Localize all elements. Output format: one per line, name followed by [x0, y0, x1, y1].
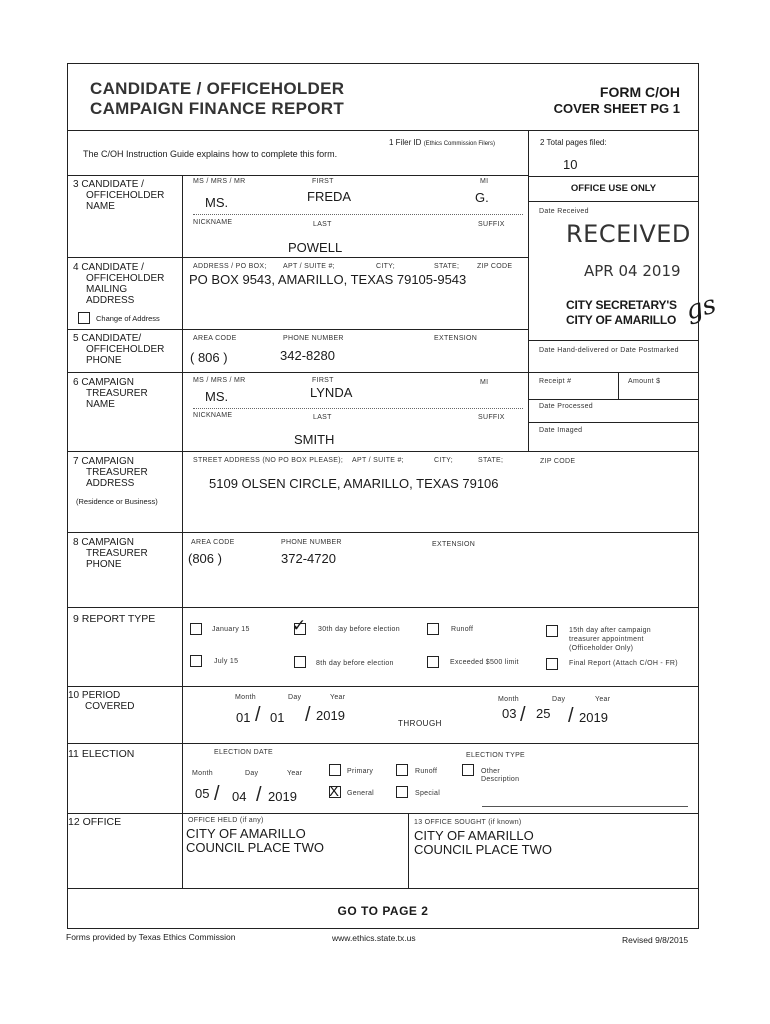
other-checkbox[interactable] — [462, 764, 474, 776]
final-report-label: Final Report (Attach C/OH - FR) — [569, 660, 678, 667]
date-received-label: Date Received — [539, 208, 589, 215]
candidate-area-code: ( 806 ) — [190, 350, 228, 365]
year-label: Year — [595, 696, 611, 703]
15th-day-label — [569, 626, 651, 653]
date-slash: / — [305, 704, 311, 726]
year-label: Year — [330, 694, 346, 701]
divider — [618, 372, 619, 399]
section-10-label — [68, 690, 134, 712]
label-column-divider — [182, 175, 183, 888]
july-15-checkbox[interactable] — [190, 655, 202, 667]
divider — [67, 686, 699, 687]
change-of-address-checkbox[interactable] — [78, 312, 90, 324]
divider — [193, 214, 523, 215]
month-label: Month — [235, 694, 256, 701]
nickname-label: NICKNAME — [193, 412, 233, 419]
ms-label: MS / MRS / MR — [193, 377, 246, 384]
extension-label: EXTENSION — [432, 541, 476, 548]
ms-label: MS / MRS / MR — [193, 178, 246, 185]
date-hand-delivered-label: Date Hand-delivered or Date Postmarked — [539, 347, 679, 354]
divider — [67, 813, 699, 814]
section-12-label: 12 OFFICE — [68, 816, 122, 828]
election-date-label: ELECTION DATE — [214, 749, 274, 756]
runoff-election-checkbox[interactable] — [396, 764, 408, 776]
label-line: OFFICEHOLDER — [86, 190, 165, 201]
footer-website: www.ethics.state.tx.us — [332, 933, 416, 943]
treasurer-ms: MS. — [205, 389, 229, 404]
section-5-label — [73, 333, 164, 366]
form-code: FORM C/OH — [599, 84, 680, 100]
divider — [67, 888, 699, 889]
divider — [67, 175, 528, 176]
filer-id-label-text: 1 Filer ID — [389, 138, 422, 147]
divider — [528, 201, 699, 202]
label-line: ADDRESS — [86, 295, 135, 306]
label-line: 8 CAMPAIGN — [73, 537, 134, 548]
treasurer-phone: 372-4720 — [281, 551, 336, 566]
label-line: 7 CAMPAIGN — [73, 456, 134, 467]
form-title-line2: CAMPAIGN FINANCE REPORT — [90, 99, 345, 118]
label-line: TREASURER — [86, 548, 148, 559]
final-report-checkbox[interactable] — [546, 658, 558, 670]
election-type-label: ELECTION TYPE — [466, 752, 526, 759]
primary-checkbox[interactable] — [329, 764, 341, 776]
stamp-city-of-amarillo: CITY OF AMARILLO — [566, 313, 677, 327]
label-line: (Officeholder Only) — [569, 645, 634, 652]
office-held-line1: CITY OF AMARILLO — [186, 826, 306, 841]
first-label: FIRST — [312, 377, 334, 384]
election-month: 05 — [195, 786, 210, 801]
label-line: 5 CANDIDATE/ — [73, 333, 142, 344]
general-label: General — [347, 790, 375, 797]
footer-revised: Revised 9/8/2015 — [622, 935, 689, 945]
year-label: Year — [287, 770, 303, 777]
zip-label: ZIP CODE — [540, 458, 576, 465]
instruction-text: The C/OH Instruction Guide explains how to complete this form. — [83, 149, 338, 159]
section-3-label — [73, 179, 164, 212]
state-label: STATE; — [434, 263, 460, 270]
city-label: CITY; — [434, 457, 453, 464]
area-code-label: AREA CODE — [191, 539, 235, 546]
day-label: Day — [288, 694, 302, 701]
special-label: Special — [415, 790, 441, 797]
january-15-checkbox[interactable] — [190, 623, 202, 635]
label-line: NAME — [86, 399, 115, 410]
section-8-label — [73, 537, 148, 570]
apt-label: APT / SUITE #; — [352, 457, 404, 464]
30th-day-label: 30th day before election — [318, 626, 400, 633]
date-slash: / — [520, 704, 526, 726]
label-line: 6 CAMPAIGN — [73, 377, 134, 388]
label-line: 4 CANDIDATE / — [73, 262, 144, 273]
filer-id-label — [389, 138, 495, 147]
treasurer-area-code: (806 ) — [188, 551, 222, 566]
form-title-line1: CANDIDATE / OFFICEHOLDER — [90, 79, 345, 98]
divider — [67, 451, 528, 452]
amount-label: Amount $ — [628, 378, 661, 385]
label-line: Description — [481, 776, 520, 783]
candidate-mailing-address: PO BOX 9543, AMARILLO, TEXAS 79105-9543 — [189, 272, 467, 287]
x-mark-icon: X — [329, 783, 340, 800]
exceeded-500-label: Exceeded $500 limit — [450, 659, 519, 666]
office-held-label: OFFICE HELD (if any) — [188, 817, 264, 824]
label-line: COVERED — [85, 701, 135, 712]
period-from-year: 2019 — [316, 708, 345, 723]
runoff-report-checkbox[interactable] — [427, 623, 439, 635]
section-6-label — [73, 377, 148, 410]
candidate-phone: 342-8280 — [280, 348, 335, 363]
label-line: treasurer appointment — [569, 636, 644, 643]
label-line: OFFICEHOLDER — [86, 273, 165, 284]
office-sought-line1: CITY OF AMARILLO — [414, 828, 534, 843]
candidate-first-name: FREDA — [307, 189, 352, 204]
zip-label: ZIP CODE — [477, 263, 513, 270]
election-year: 2019 — [268, 789, 297, 804]
15th-day-checkbox[interactable] — [546, 625, 558, 637]
month-label: Month — [192, 770, 213, 777]
divider — [67, 532, 699, 533]
divider — [67, 743, 699, 744]
treasurer-first-name: LYNDA — [310, 385, 353, 400]
date-processed-label: Date Processed — [539, 403, 594, 410]
checkmark-icon: ✓ — [292, 616, 307, 635]
section-11-label: 11 ELECTION — [68, 748, 135, 760]
date-slash: / — [568, 705, 574, 727]
other-label — [481, 768, 519, 784]
stamp-city-secretary: CITY SECRETARY'S — [566, 298, 677, 312]
treasurer-last-name: SMITH — [294, 432, 335, 447]
last-label: LAST — [313, 414, 332, 421]
day-label: Day — [552, 696, 566, 703]
divider — [528, 399, 699, 400]
divider — [67, 607, 699, 608]
go-to-page-2: GO TO PAGE 2 — [337, 904, 429, 918]
label-line: NAME — [86, 201, 115, 212]
runoff-report-label: Runoff — [451, 626, 474, 633]
section-4-label — [73, 262, 164, 306]
suffix-label: SUFFIX — [478, 221, 505, 228]
period-from-month: 01 — [236, 710, 251, 725]
description-line — [482, 806, 688, 807]
office-sought-label: 13 OFFICE SOUGHT (if known) — [414, 819, 522, 826]
office-held-line2: COUNCIL PLACE TWO — [186, 840, 324, 855]
received-date-stamp: APR 04 2019 — [584, 262, 681, 280]
last-label: LAST — [313, 221, 332, 228]
change-of-address-label: Change of Address — [96, 314, 160, 323]
period-to-month: 03 — [502, 706, 517, 721]
mi-label: MI — [480, 379, 489, 386]
nickname-label: NICKNAME — [193, 219, 233, 226]
label-line: ADDRESS — [86, 478, 135, 489]
office-sought-line2: COUNCIL PLACE TWO — [414, 842, 552, 857]
special-checkbox[interactable] — [396, 786, 408, 798]
first-label: FIRST — [312, 178, 334, 185]
date-imaged-label: Date Imaged — [539, 427, 583, 434]
total-pages-label: 2 Total pages filed: — [540, 138, 607, 147]
label-line: MAILING — [86, 284, 128, 295]
label-line: TREASURER — [86, 467, 148, 478]
candidate-ms: MS. — [205, 195, 229, 210]
period-to-year: 2019 — [579, 710, 608, 725]
candidate-mi: G. — [475, 190, 489, 205]
period-to-day: 25 — [536, 706, 551, 721]
candidate-last-name: POWELL — [288, 240, 343, 255]
8th-day-label: 8th day before election — [316, 660, 394, 667]
section-9-label: 9 REPORT TYPE — [73, 613, 156, 625]
label-line: TREASURER — [86, 388, 148, 399]
divider — [67, 257, 528, 258]
address-label: ADDRESS / PO BOX; — [193, 263, 267, 270]
residence-or-business: (Residence or Business) — [76, 497, 158, 506]
election-day: 04 — [232, 789, 247, 804]
filer-id-sub: (Ethics Commission Filers) — [423, 141, 496, 147]
divider — [528, 372, 699, 373]
divider — [193, 408, 523, 409]
date-slash: / — [255, 704, 261, 726]
date-slash: / — [214, 783, 220, 805]
state-label: STATE; — [478, 457, 504, 464]
mi-label: MI — [480, 178, 489, 185]
footer-provider: Forms provided by Texas Ethics Commission — [66, 932, 236, 942]
label-line: 10 PERIOD — [68, 690, 121, 701]
treasurer-address: 5109 OLSEN CIRCLE, AMARILLO, TEXAS 79106 — [209, 476, 499, 491]
phone-number-label: PHONE NUMBER — [281, 539, 342, 546]
header-divider — [67, 130, 699, 131]
january-15-label: January 15 — [212, 626, 250, 633]
primary-label: Primary — [347, 768, 374, 775]
date-slash: / — [256, 784, 262, 806]
cover-sheet-label: COVER SHEET PG 1 — [553, 101, 680, 116]
8th-day-checkbox[interactable] — [294, 656, 306, 668]
city-label: CITY; — [376, 263, 395, 270]
street-address-label: STREET ADDRESS (NO PO BOX PLEASE); — [193, 457, 344, 464]
phone-number-label: PHONE NUMBER — [283, 335, 344, 342]
apt-label: APT / SUITE #; — [283, 263, 335, 270]
office-use-title: OFFICE USE ONLY — [570, 183, 657, 194]
july-15-label: July 15 — [214, 658, 239, 665]
through-label: THROUGH — [398, 719, 442, 728]
runoff-election-label: Runoff — [415, 768, 438, 775]
area-code-label: AREA CODE — [193, 335, 237, 342]
exceeded-500-checkbox[interactable] — [427, 656, 439, 668]
label-line: OFFICEHOLDER — [86, 344, 165, 355]
label-line: 15th day after campaign — [569, 627, 652, 634]
section-7-label — [73, 456, 148, 489]
divider — [67, 329, 528, 330]
total-pages-value: 10 — [563, 157, 578, 172]
month-label: Month — [498, 696, 519, 703]
day-label: Day — [245, 770, 259, 777]
label-line: PHONE — [86, 355, 122, 366]
label-line: 3 CANDIDATE / — [73, 179, 144, 190]
received-stamp: RECEIVED — [566, 220, 691, 248]
office-divider — [408, 813, 409, 888]
extension-label: EXTENSION — [434, 335, 478, 342]
label-line: PHONE — [86, 559, 122, 570]
receipt-label: Receipt # — [539, 378, 572, 385]
handwritten-initials: gs — [682, 289, 720, 327]
divider — [528, 422, 699, 423]
divider — [528, 340, 699, 341]
period-from-day: 01 — [270, 710, 285, 725]
suffix-label: SUFFIX — [478, 414, 505, 421]
label-line: Other — [481, 768, 501, 775]
